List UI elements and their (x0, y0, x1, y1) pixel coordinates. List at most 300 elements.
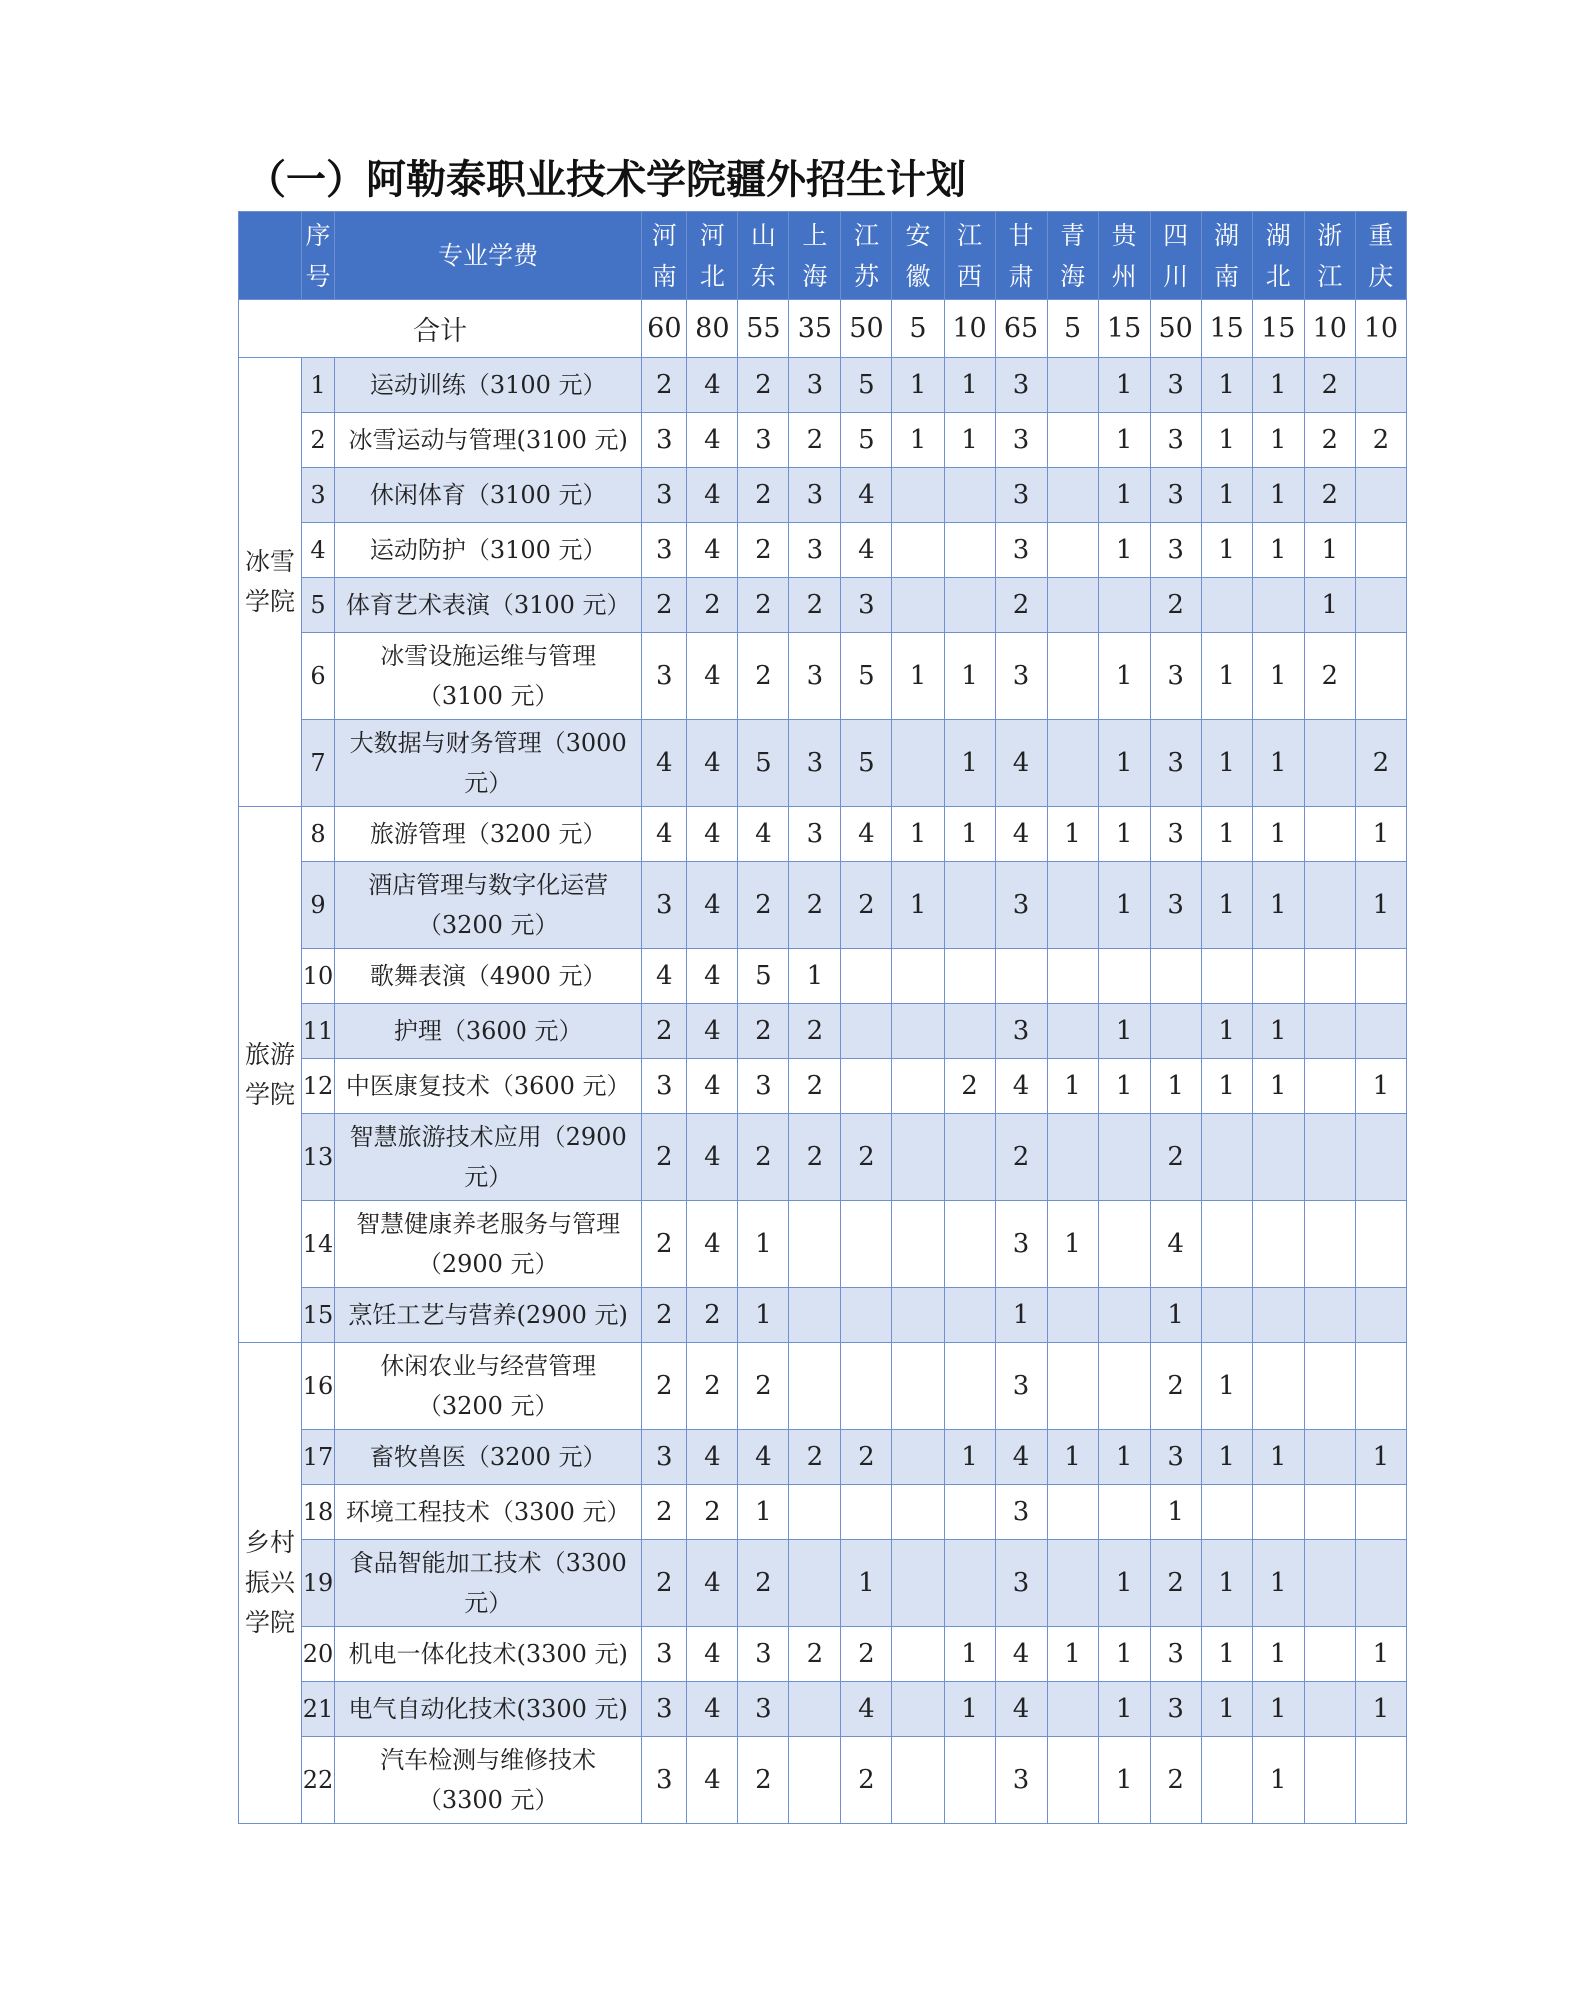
enrollment-plan-table (238, 211, 1407, 1824)
row-seq: 1 (302, 358, 335, 413)
quota-cell: 2 (1355, 413, 1406, 468)
header-province: 河 南 (642, 212, 687, 300)
quota-cell (841, 949, 892, 1004)
quota-cell: 3 (642, 1682, 687, 1737)
quota-cell: 4 (995, 1059, 1047, 1114)
quota-cell: 2 (738, 862, 789, 949)
quota-cell (1201, 578, 1252, 633)
quota-cell (1047, 1485, 1098, 1540)
quota-cell (944, 862, 995, 949)
quota-cell (841, 1201, 892, 1288)
quota-cell (1098, 1485, 1150, 1540)
quota-cell (892, 1114, 944, 1201)
major-fee: 汽车检测与维修技术 （3300 元） (335, 1737, 642, 1824)
quota-cell (1047, 1343, 1098, 1430)
quota-cell: 1 (1098, 523, 1150, 578)
quota-cell (892, 1288, 944, 1343)
quota-cell (892, 1485, 944, 1540)
major-fee: 旅游管理（3200 元） (335, 807, 642, 862)
quota-cell: 4 (687, 1114, 738, 1201)
college-name: 冰雪 学院 (239, 358, 302, 807)
quota-cell: 1 (1201, 807, 1252, 862)
quota-cell (892, 1540, 944, 1627)
quota-cell (1252, 1343, 1304, 1430)
header-province: 河 北 (687, 212, 738, 300)
row-seq: 19 (302, 1540, 335, 1627)
quota-cell (841, 1288, 892, 1343)
quota-cell (1304, 949, 1355, 1004)
quota-cell: 3 (995, 1540, 1047, 1627)
quota-cell (892, 949, 944, 1004)
major-fee: 电气自动化技术(3300 元) (335, 1682, 642, 1737)
quota-cell: 2 (841, 1737, 892, 1824)
total-value: 50 (1150, 300, 1201, 358)
major-fee: 冰雪设施运维与管理 （3100 元） (335, 633, 642, 720)
quota-cell (1252, 1114, 1304, 1201)
quota-cell: 2 (687, 1343, 738, 1430)
quota-cell: 3 (642, 1430, 687, 1485)
quota-cell: 1 (1252, 523, 1304, 578)
quota-cell (892, 523, 944, 578)
quota-cell (892, 1627, 944, 1682)
quota-cell (1047, 523, 1098, 578)
table-row (239, 578, 1407, 633)
quota-cell: 1 (1304, 523, 1355, 578)
quota-cell: 1 (1355, 1682, 1406, 1737)
quota-cell (892, 1737, 944, 1824)
major-fee: 环境工程技术（3300 元） (335, 1485, 642, 1540)
header-province: 山 东 (738, 212, 789, 300)
quota-cell (1098, 1201, 1150, 1288)
header-province: 江 西 (944, 212, 995, 300)
quota-cell (1304, 1059, 1355, 1114)
quota-cell (892, 1343, 944, 1430)
quota-cell (1304, 1430, 1355, 1485)
quota-cell: 2 (642, 1485, 687, 1540)
quota-cell: 1 (1150, 1059, 1201, 1114)
quota-cell: 1 (1355, 1430, 1406, 1485)
quota-cell: 1 (1252, 1737, 1304, 1824)
row-seq: 17 (302, 1430, 335, 1485)
quota-cell (1355, 633, 1406, 720)
quota-cell (1252, 1201, 1304, 1288)
header-province: 重 庆 (1355, 212, 1406, 300)
table-row (239, 1201, 1407, 1288)
quota-cell (1150, 949, 1201, 1004)
quota-cell: 1 (1047, 807, 1098, 862)
quota-cell (1304, 1540, 1355, 1627)
quota-cell (1355, 1343, 1406, 1430)
quota-cell: 1 (1098, 862, 1150, 949)
quota-cell: 3 (1150, 358, 1201, 413)
quota-cell: 3 (642, 1737, 687, 1824)
quota-cell (944, 578, 995, 633)
quota-cell: 2 (738, 633, 789, 720)
table-row (239, 807, 1407, 862)
row-seq: 10 (302, 949, 335, 1004)
quota-cell (1098, 578, 1150, 633)
quota-cell (1047, 578, 1098, 633)
quota-cell (1304, 720, 1355, 807)
quota-cell: 1 (738, 1485, 789, 1540)
table-row (239, 1430, 1407, 1485)
quota-cell: 2 (1304, 358, 1355, 413)
quota-cell (1201, 1288, 1252, 1343)
total-value: 10 (944, 300, 995, 358)
quota-cell: 4 (687, 1201, 738, 1288)
major-fee: 护理（3600 元） (335, 1004, 642, 1059)
row-seq: 5 (302, 578, 335, 633)
quota-cell (1047, 468, 1098, 523)
table-row (239, 949, 1407, 1004)
quota-cell: 2 (841, 1627, 892, 1682)
quota-cell: 3 (642, 413, 687, 468)
row-seq: 7 (302, 720, 335, 807)
quota-cell (1355, 1540, 1406, 1627)
quota-cell: 2 (1304, 633, 1355, 720)
quota-cell: 2 (789, 1114, 841, 1201)
table-row (239, 633, 1407, 720)
document-title: （一）阿勒泰职业技术学院疆外招生计划 (246, 157, 966, 203)
table-row (239, 468, 1407, 523)
quota-cell: 2 (738, 1737, 789, 1824)
quota-cell: 1 (789, 949, 841, 1004)
quota-cell: 4 (642, 807, 687, 862)
quota-cell (1098, 1288, 1150, 1343)
quota-cell: 1 (1252, 862, 1304, 949)
quota-cell: 3 (1150, 1627, 1201, 1682)
quota-cell: 3 (1150, 807, 1201, 862)
quota-cell: 1 (944, 807, 995, 862)
quota-cell (1047, 1288, 1098, 1343)
row-seq: 13 (302, 1114, 335, 1201)
quota-cell (1304, 1737, 1355, 1824)
quota-cell: 2 (642, 578, 687, 633)
row-seq: 3 (302, 468, 335, 523)
quota-cell: 4 (687, 468, 738, 523)
table-row (239, 1114, 1407, 1201)
quota-cell: 3 (1150, 413, 1201, 468)
quota-cell: 1 (1252, 1430, 1304, 1485)
quota-cell: 4 (642, 720, 687, 807)
quota-cell: 1 (1252, 358, 1304, 413)
quota-cell (944, 949, 995, 1004)
quota-cell (944, 1737, 995, 1824)
major-fee: 运动防护（3100 元） (335, 523, 642, 578)
quota-cell: 3 (841, 578, 892, 633)
quota-cell: 4 (687, 862, 738, 949)
quota-cell: 1 (1355, 1627, 1406, 1682)
quota-cell (892, 1430, 944, 1485)
quota-cell: 2 (1355, 720, 1406, 807)
quota-cell (944, 1114, 995, 1201)
table-row (239, 523, 1407, 578)
quota-cell: 3 (738, 413, 789, 468)
quota-cell: 1 (1355, 862, 1406, 949)
quota-cell: 1 (944, 1682, 995, 1737)
quota-cell (944, 1485, 995, 1540)
quota-cell (944, 1288, 995, 1343)
quota-cell: 1 (1201, 523, 1252, 578)
quota-cell (944, 1343, 995, 1430)
quota-cell: 4 (995, 1430, 1047, 1485)
quota-cell (1304, 1288, 1355, 1343)
quota-cell: 2 (789, 862, 841, 949)
quota-cell (789, 1540, 841, 1627)
quota-cell (892, 1059, 944, 1114)
quota-cell (944, 468, 995, 523)
quota-cell: 3 (995, 862, 1047, 949)
quota-cell: 4 (995, 720, 1047, 807)
quota-cell: 1 (1098, 1059, 1150, 1114)
total-row (239, 300, 1407, 358)
quota-cell: 3 (789, 358, 841, 413)
quota-cell: 1 (1252, 468, 1304, 523)
quota-cell: 3 (789, 633, 841, 720)
quota-cell (1355, 468, 1406, 523)
row-seq: 2 (302, 413, 335, 468)
total-value: 80 (687, 300, 738, 358)
quota-cell: 1 (1252, 1682, 1304, 1737)
quota-cell: 3 (995, 633, 1047, 720)
quota-cell (1047, 1682, 1098, 1737)
quota-cell (1201, 1201, 1252, 1288)
quota-cell (892, 578, 944, 633)
quota-cell: 3 (789, 523, 841, 578)
quota-cell: 1 (1201, 1430, 1252, 1485)
quota-cell: 1 (1201, 862, 1252, 949)
quota-cell: 2 (738, 523, 789, 578)
quota-cell (1047, 1737, 1098, 1824)
major-fee: 食品智能加工技术（3300 元） (335, 1540, 642, 1627)
quota-cell: 3 (738, 1627, 789, 1682)
table-row (239, 1540, 1407, 1627)
quota-cell: 5 (738, 720, 789, 807)
quota-cell: 1 (944, 1430, 995, 1485)
quota-cell: 1 (1150, 1485, 1201, 1540)
quota-cell: 3 (995, 1004, 1047, 1059)
quota-cell: 3 (1150, 720, 1201, 807)
quota-cell: 1 (1047, 1059, 1098, 1114)
quota-cell: 4 (687, 1737, 738, 1824)
quota-cell: 1 (944, 358, 995, 413)
quota-cell: 2 (1304, 468, 1355, 523)
quota-cell: 2 (687, 1485, 738, 1540)
row-seq: 12 (302, 1059, 335, 1114)
quota-cell: 1 (1201, 413, 1252, 468)
quota-cell: 4 (841, 807, 892, 862)
header-province: 甘 肃 (995, 212, 1047, 300)
quota-cell: 3 (995, 1485, 1047, 1540)
quota-cell: 2 (789, 578, 841, 633)
major-fee: 大数据与财务管理（3000 元） (335, 720, 642, 807)
quota-cell: 3 (995, 523, 1047, 578)
quota-cell: 3 (642, 862, 687, 949)
quota-cell: 1 (892, 633, 944, 720)
quota-cell: 2 (1150, 1737, 1201, 1824)
quota-cell: 1 (892, 358, 944, 413)
total-value: 65 (995, 300, 1047, 358)
row-seq: 4 (302, 523, 335, 578)
row-seq: 21 (302, 1682, 335, 1737)
quota-cell: 1 (1098, 358, 1150, 413)
quota-cell: 2 (1150, 1540, 1201, 1627)
quota-cell: 5 (841, 413, 892, 468)
table-row (239, 1682, 1407, 1737)
quota-cell (1047, 633, 1098, 720)
quota-cell: 1 (892, 413, 944, 468)
quota-cell (1201, 1114, 1252, 1201)
quota-cell (1252, 1288, 1304, 1343)
quota-cell: 5 (841, 358, 892, 413)
major-fee: 烹饪工艺与营养(2900 元) (335, 1288, 642, 1343)
quota-cell: 4 (995, 807, 1047, 862)
header-province: 浙 江 (1304, 212, 1355, 300)
quota-cell: 3 (1150, 523, 1201, 578)
quota-cell: 1 (1098, 1430, 1150, 1485)
header-province: 安 徽 (892, 212, 944, 300)
quota-cell (1304, 1201, 1355, 1288)
quota-cell: 4 (687, 633, 738, 720)
row-seq: 15 (302, 1288, 335, 1343)
quota-cell: 1 (1201, 1343, 1252, 1430)
table-row (239, 1288, 1407, 1343)
quota-cell: 5 (841, 633, 892, 720)
total-value: 15 (1098, 300, 1150, 358)
college-name: 旅游 学院 (239, 807, 302, 1343)
quota-cell: 1 (1252, 1059, 1304, 1114)
quota-cell (1047, 358, 1098, 413)
quota-cell (841, 1343, 892, 1430)
table-header-row (239, 212, 1407, 300)
header-province: 青 海 (1047, 212, 1098, 300)
row-seq: 18 (302, 1485, 335, 1540)
table-row (239, 413, 1407, 468)
quota-cell: 1 (1098, 720, 1150, 807)
table-row (239, 1004, 1407, 1059)
quota-cell: 4 (687, 807, 738, 862)
quota-cell: 4 (841, 523, 892, 578)
header-province: 湖 北 (1252, 212, 1304, 300)
quota-cell: 1 (1252, 1540, 1304, 1627)
row-seq: 22 (302, 1737, 335, 1824)
quota-cell: 2 (1150, 578, 1201, 633)
quota-cell: 4 (687, 523, 738, 578)
quota-cell: 2 (789, 1004, 841, 1059)
total-value: 5 (1047, 300, 1098, 358)
quota-cell (1304, 1114, 1355, 1201)
quota-cell: 1 (1201, 358, 1252, 413)
quota-cell: 1 (944, 1627, 995, 1682)
quota-cell: 1 (1098, 1004, 1150, 1059)
quota-cell (1355, 1485, 1406, 1540)
quota-cell (1252, 578, 1304, 633)
quota-cell (1355, 1737, 1406, 1824)
table-row (239, 1343, 1407, 1430)
quota-cell: 2 (687, 578, 738, 633)
quota-cell (1304, 1343, 1355, 1430)
quota-cell (1047, 1114, 1098, 1201)
quota-cell (1304, 1004, 1355, 1059)
row-seq: 6 (302, 633, 335, 720)
quota-cell: 1 (892, 807, 944, 862)
table-row (239, 1059, 1407, 1114)
quota-cell (1304, 1485, 1355, 1540)
quota-cell: 2 (995, 578, 1047, 633)
quota-cell (944, 523, 995, 578)
row-seq: 20 (302, 1627, 335, 1682)
quota-cell: 1 (1355, 807, 1406, 862)
quota-cell (1355, 1201, 1406, 1288)
quota-cell: 3 (789, 807, 841, 862)
quota-cell: 1 (944, 633, 995, 720)
total-value: 15 (1201, 300, 1252, 358)
quota-cell: 1 (1047, 1201, 1098, 1288)
quota-cell: 1 (738, 1201, 789, 1288)
quota-cell: 2 (738, 1114, 789, 1201)
quota-cell: 1 (1252, 413, 1304, 468)
quota-cell: 1 (1098, 468, 1150, 523)
quota-cell: 3 (995, 1343, 1047, 1430)
quota-cell: 3 (995, 413, 1047, 468)
quota-cell: 4 (687, 1004, 738, 1059)
quota-cell: 4 (1150, 1201, 1201, 1288)
quota-cell: 1 (1252, 633, 1304, 720)
quota-cell: 1 (1252, 1627, 1304, 1682)
quota-cell: 2 (789, 1059, 841, 1114)
quota-cell (789, 1485, 841, 1540)
table-row (239, 1485, 1407, 1540)
table-row (239, 862, 1407, 949)
quota-cell (1252, 1485, 1304, 1540)
quota-cell: 1 (995, 1288, 1047, 1343)
quota-cell: 1 (1201, 1540, 1252, 1627)
major-fee: 智慧旅游技术应用（2900 元） (335, 1114, 642, 1201)
quota-cell (789, 1343, 841, 1430)
quota-cell: 1 (1098, 1737, 1150, 1824)
quota-cell: 4 (687, 1540, 738, 1627)
quota-cell: 3 (1150, 1682, 1201, 1737)
quota-cell (1047, 413, 1098, 468)
quota-cell: 2 (738, 1343, 789, 1430)
quota-cell: 1 (1201, 720, 1252, 807)
quota-cell: 1 (1098, 807, 1150, 862)
quota-cell: 4 (687, 949, 738, 1004)
quota-cell: 3 (1150, 633, 1201, 720)
quota-cell: 3 (789, 720, 841, 807)
quota-cell: 1 (1098, 633, 1150, 720)
major-fee: 运动训练（3100 元） (335, 358, 642, 413)
quota-cell: 2 (642, 1114, 687, 1201)
quota-cell: 1 (1201, 1004, 1252, 1059)
quota-cell (1201, 949, 1252, 1004)
quota-cell: 5 (738, 949, 789, 1004)
quota-cell (1304, 807, 1355, 862)
header-province: 湖 南 (1201, 212, 1252, 300)
quota-cell: 2 (789, 1430, 841, 1485)
quota-cell: 2 (642, 1288, 687, 1343)
quota-cell: 3 (1150, 862, 1201, 949)
quota-cell: 2 (687, 1288, 738, 1343)
quota-cell: 3 (995, 468, 1047, 523)
quota-cell (789, 1288, 841, 1343)
quota-cell: 1 (1201, 633, 1252, 720)
total-value: 55 (738, 300, 789, 358)
quota-cell (1047, 949, 1098, 1004)
quota-cell: 2 (841, 1430, 892, 1485)
quota-cell (1355, 1114, 1406, 1201)
major-fee: 休闲农业与经营管理 （3200 元） (335, 1343, 642, 1430)
